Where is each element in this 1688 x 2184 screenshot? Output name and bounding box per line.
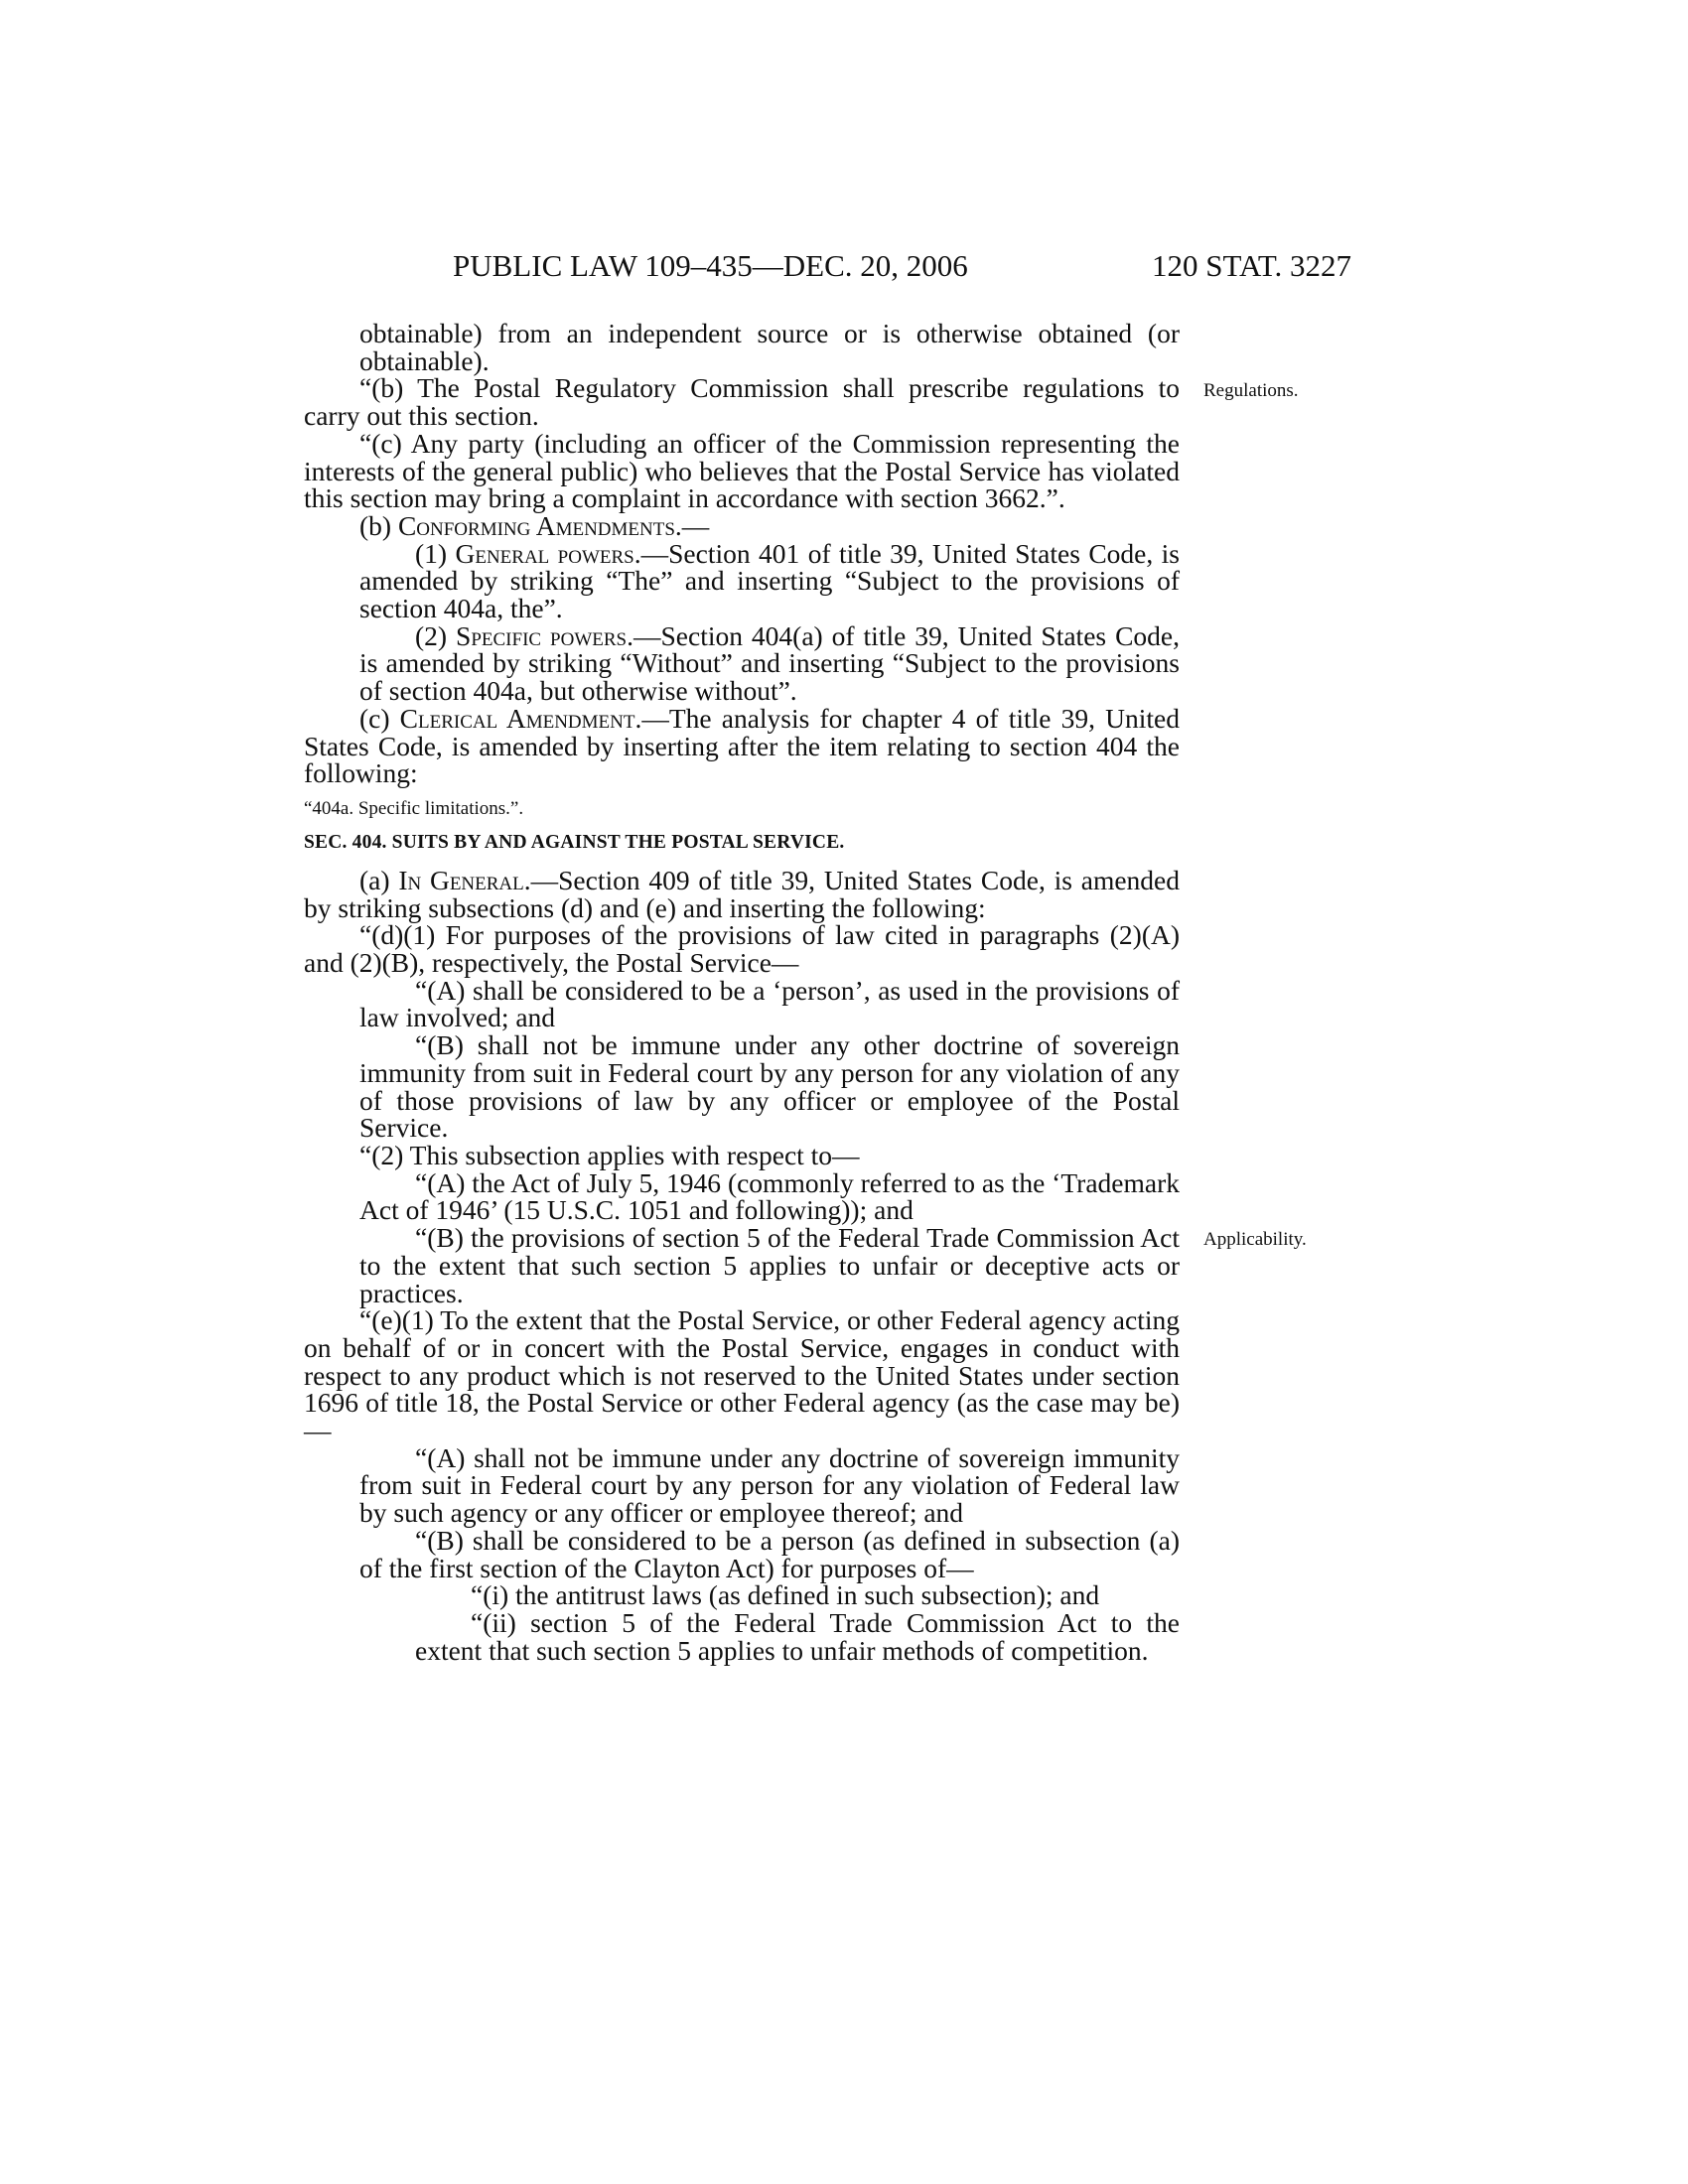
paragraph-heading: Specific powers — [456, 619, 628, 651]
paragraph-heading: Conforming Amendments — [397, 509, 675, 541]
margin-note-applicability: Applicability. — [1203, 1229, 1307, 1250]
paragraph-heading: General powers — [455, 537, 634, 569]
paragraph-d2-A: “(A) the Act of July 5, 1946 (commonly referred to as the ‘Trademark Act of 1946’ (15 U.S.C. 1051 and following)); and — [359, 1166, 1180, 1226]
analysis-item: “404a. Specific limitations.”. — [304, 797, 524, 819]
paragraph-text: .—The analysis for chapter 4 of title 39, United States Code, is amended by inserting after the item relating to section 404 the following: — [304, 702, 1180, 789]
document-body — [304, 320, 1180, 1664]
paragraph-label: (b) — [359, 509, 398, 541]
paragraph-specific-powers — [304, 619, 1180, 707]
paragraph-e1-B-ii: “(ii) section 5 of the Federal Trade Commission Act to the extent that such section 5 applies to unfair methods of competition. — [415, 1606, 1180, 1666]
paragraph-general-powers — [304, 537, 1180, 624]
public-law-citation: PUBLIC LAW 109–435—DEC. 20, 2006 — [453, 248, 968, 283]
paragraph-heading: In General — [398, 864, 524, 895]
paragraph-label: (a) — [359, 864, 399, 895]
paragraph-text: .—Section 401 of title 39, United States Code, is amended by striking “The” and inserting “Subject to the provisions of section 404a, the”. — [359, 537, 1180, 624]
section-heading: SEC. 404. SUITS BY AND AGAINST THE POSTAL SERVICE. — [304, 831, 845, 853]
paragraph-heading: Clerical Amendment — [399, 702, 635, 734]
paragraph-e1-A: “(A) shall not be immune under any doctrine of sovereign immunity from suit in Federal court by any person for any violation of Federal law by such agency or any officer or employee thereof; and — [359, 1441, 1180, 1529]
page-header — [0, 248, 1688, 288]
paragraph-d2-B: “(B) the provisions of section 5 of the Federal Trade Commission Act to the extent that such section 5 applies to unfair or deceptive acts or practices. — [359, 1222, 1180, 1308]
paragraph-text: .—Section 404(a) of title 39, United States Code, is amended by striking “Without” and inserting “Subject to the provisions of section 404a, but otherwise without”. — [359, 619, 1180, 707]
statute-page-number: 120 STAT. 3227 — [1152, 248, 1352, 283]
margin-note-regulations: Regulations. — [1203, 380, 1299, 401]
paragraph-e1-B-i: “(i) the antitrust laws (as defined in such subsection); and — [471, 1579, 1100, 1611]
paragraph-e1-B: “(B) shall be considered to be a person (as defined in subsection (a) of the first section of the Clayton Act) for purposes of— — [359, 1524, 1180, 1583]
paragraph-heading-suffix: .— — [674, 509, 710, 541]
paragraph-clerical-amendment — [304, 702, 1180, 789]
paragraph-label: (c) — [359, 702, 400, 734]
paragraph-continuation: obtainable) from an independent source or is otherwise obtained (or obtainable). — [359, 318, 1180, 376]
paragraph-d1: “(d)(1) For purposes of the provisions of law cited in paragraphs (2)(A) and (2)(B), respectively, the Postal Service— — [304, 919, 1180, 979]
paragraph-subsection-b: “(b) The Postal Regulatory Commission shall prescribe regulations to carry out this section. — [304, 372, 1180, 432]
paragraph-conforming-amendments — [304, 509, 1180, 541]
paragraph-subsection-c: “(c) Any party (including an officer of the Commission representing the interests of the general public) who believes that the Postal Service has violated this section may bring a complaint in accordance with section 3662.”. — [304, 427, 1180, 514]
paragraph-e1: “(e)(1) To the extent that the Postal Service, or other Federal agency acting on behalf of or in concert with the Postal Service, engages in conduct with respect to any product which is not reserved to the United States under section 1696 of title 18, the Postal Service or other Federal agency (as the case may be)— — [304, 1304, 1180, 1446]
paragraph-label: (2) — [415, 619, 457, 651]
paragraph-d1-B: “(B) shall not be immune under any other doctrine of sovereign immunity from suit in Federal court by any person for any violation of any of those provisions of law by any officer or employee of the Postal Service. — [359, 1029, 1180, 1144]
paragraph-label: (1) — [415, 537, 456, 569]
paragraph-in-general — [304, 864, 1180, 923]
paragraph-d2: “(2) This subsection applies with respect to— — [359, 1139, 860, 1170]
paragraph-d1-A: “(A) shall be considered to be a ‘person’, as used in the provisions of law involved; and — [359, 974, 1180, 1033]
paragraph-text: .—Section 409 of title 39, United States Code, is amended by striking subsections (d) and (e) and inserting the following: — [304, 864, 1180, 923]
